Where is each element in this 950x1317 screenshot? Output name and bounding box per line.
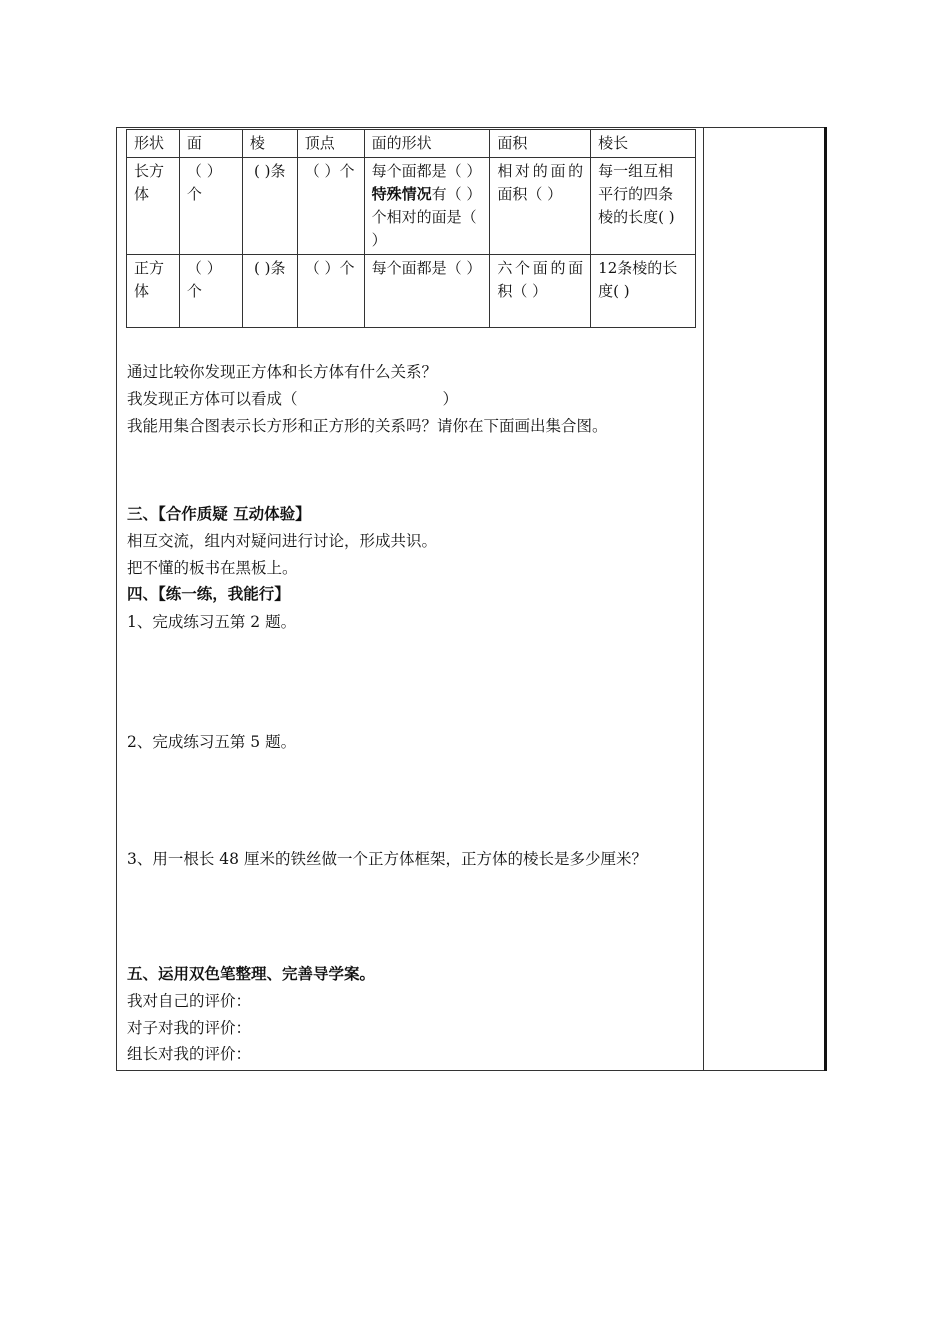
- header-face-shape: 面的形状: [364, 130, 490, 158]
- cell-edges: ( )条: [242, 158, 297, 255]
- cell-faces: （ ）个: [179, 255, 242, 328]
- cell-vertices: （ ）个: [297, 255, 364, 328]
- cell-edge-length: 12条棱的长度( ): [591, 255, 696, 328]
- cell-shape-cube: 正方体: [127, 255, 180, 328]
- header-faces: 面: [179, 130, 242, 158]
- table-row: [127, 255, 696, 328]
- header-edges: 棱: [242, 130, 297, 158]
- self-evaluation: 我对自己的评价：: [127, 992, 252, 1010]
- header-shape: 形状: [127, 130, 180, 158]
- cell-face-shape: [364, 158, 490, 255]
- compare-question: 通过比较你发现正方体和长方体有什么关系？: [127, 363, 438, 381]
- cell-area: 六个面的面积（ ）: [490, 255, 591, 328]
- cube-as-line: [127, 387, 458, 409]
- cell-edges: ( )条: [242, 255, 297, 328]
- cell-face-shape: 每个面都是（ ）: [364, 255, 490, 328]
- cell-area: 相对的面的面积（ ）: [490, 158, 591, 255]
- exercise-2: 2、完成练习五第 5 题。: [127, 733, 297, 751]
- face-shape-text: 每个面都是（ ）: [371, 162, 482, 180]
- header-edge-length: 棱长: [591, 130, 696, 158]
- section3-line1: 相互交流，组内对疑问进行讨论，形成共识。: [127, 532, 438, 550]
- section5-heading: 五、运用双色笔整理、完善导学案。: [127, 964, 376, 983]
- cell-edge-length: 每一组互相平行的四条棱的长度( ): [591, 158, 696, 255]
- section3-line2: 把不懂的板书在黑板上。: [127, 559, 298, 577]
- venn-question: 我能用集合图表示长方形和正方形的关系吗？请你在下面画出集合图。: [127, 417, 608, 435]
- leader-evaluation: 组长对我的评价：: [127, 1045, 252, 1063]
- cell-vertices: （ ）个: [297, 158, 364, 255]
- shape-properties-table: [126, 129, 696, 328]
- face-shape-text-2: 有（ ）个相对的面是（ ）: [371, 185, 482, 249]
- table-header-row: [127, 130, 696, 158]
- cell-shape-cuboid: 长方体: [127, 158, 180, 255]
- special-case-label: 特殊情况: [371, 185, 432, 203]
- frame-right-border: [824, 127, 827, 1071]
- partner-evaluation: 对子对我的评价：: [127, 1019, 252, 1037]
- cube-as-end: ）: [442, 390, 459, 408]
- section3-heading: 三、【合作质疑 互动体验】: [127, 504, 311, 523]
- cube-as-start: 我发现正方体可以看成（: [127, 390, 298, 408]
- exercise-1: 1、完成练习五第 2 题。: [127, 613, 297, 631]
- exercise-3: 3、用一根长 48 厘米的铁丝做一个正方体框架，正方体的棱长是多少厘米？: [127, 850, 647, 868]
- column-divider: [703, 127, 704, 1071]
- frame-top-border: [116, 127, 827, 128]
- table-row: [127, 158, 696, 255]
- cell-faces: （ ）个: [179, 158, 242, 255]
- section4-heading: 四、【练一练，我能行】: [127, 584, 290, 603]
- header-area: 面积: [490, 130, 591, 158]
- header-vertices: 顶点: [297, 130, 364, 158]
